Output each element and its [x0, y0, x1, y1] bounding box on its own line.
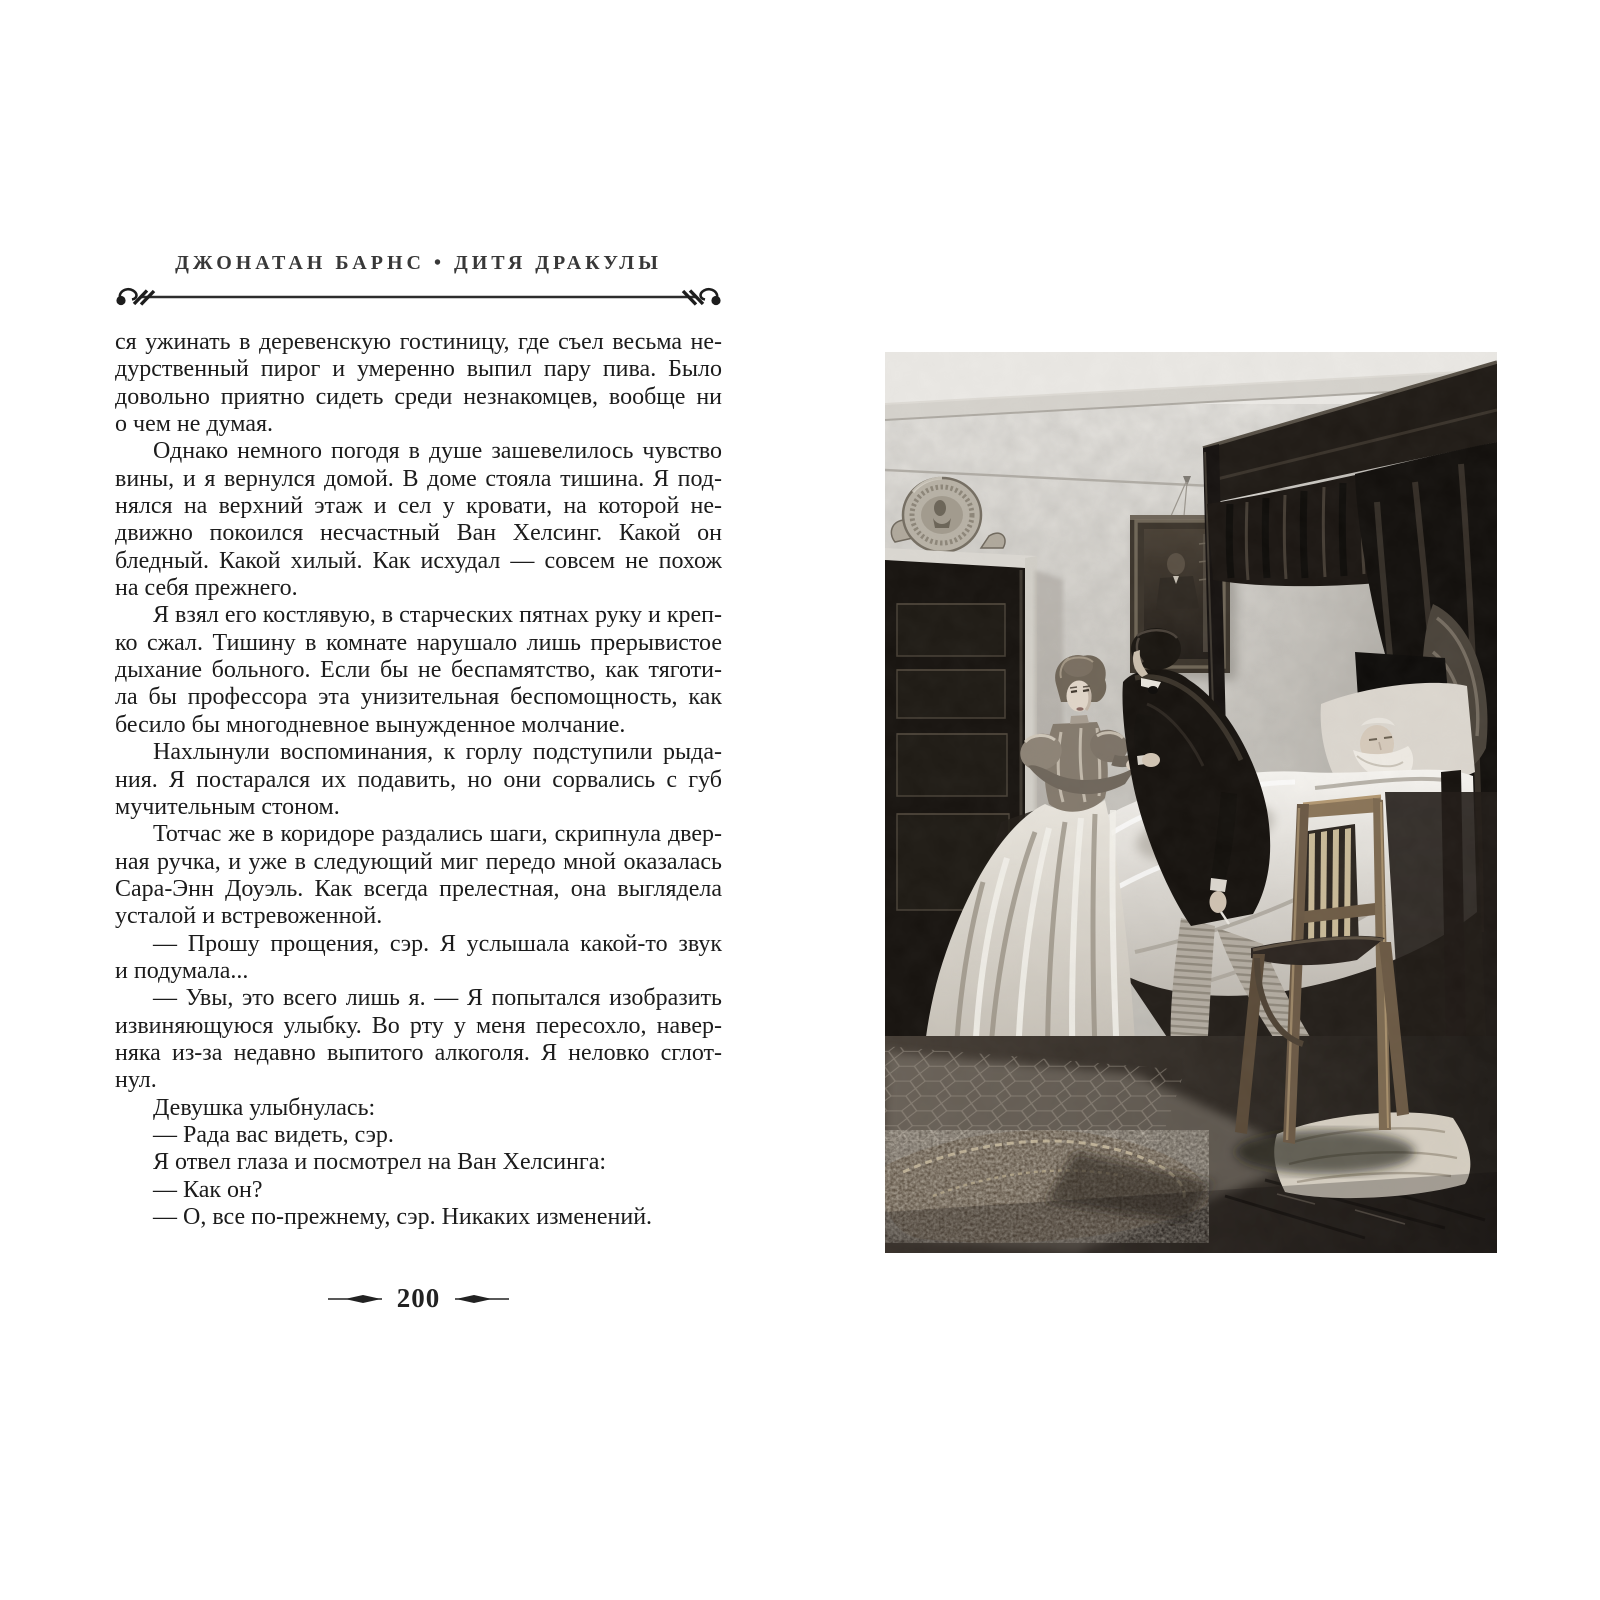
text-line: — О, все по-прежнему, сэр. Никаких изменений. [153, 1204, 653, 1230]
paragraph [115, 1149, 722, 1176]
paragraph [115, 1177, 722, 1204]
text-line: нул. [115, 1067, 157, 1094]
text-line: бледный. Какой хилый. Как исхудал — совсем не похож [115, 547, 722, 574]
footer-ornament-right [453, 1293, 509, 1305]
text-line: — Прошу прощения, сэр. Я услышала какой-то звук [153, 930, 722, 957]
paragraph [115, 1204, 722, 1231]
paragraph [115, 329, 722, 438]
text-line: мучительным стоном. [115, 793, 340, 820]
text-line: дурственный пирог и умеренно выпил пару пива. Было [115, 356, 722, 383]
text-line: Нахлынули воспоминания, к горлу подступили рыда- [153, 739, 722, 766]
text-line: Я взял его костлявую, в старческих пятнах руку и креп- [153, 602, 722, 629]
text-line: ла бы профессора эта унизительная беспомощность, как [115, 684, 722, 711]
text-line: довольно приятно сидеть среди незнакомцев, вообще ни [115, 383, 722, 410]
page-footer [115, 1283, 722, 1314]
paragraph [115, 739, 722, 821]
text-line: ния. Я постарался их подавить, но они сорвались с губ [115, 766, 722, 793]
text-line: движно покоился несчастный Ван Хелсинг. Какой он [115, 520, 722, 547]
text-line: извиняющуюся улыбку. Во рту у меня пересохло, навер- [115, 1012, 722, 1039]
text-line: — Как он? [153, 1176, 263, 1203]
page-number: 200 [396, 1283, 441, 1313]
paragraph [115, 931, 722, 986]
paragraph [115, 1095, 722, 1122]
paragraph [115, 438, 722, 602]
text-line: ная ручка, и уже в следующий миг передо мной оказалась [115, 848, 722, 875]
text-line: Тотчас же в коридоре раздались шаги, скрипнула двер- [153, 821, 722, 848]
text-line: Я отвел глаза и посмотрел на Ван Хелсинга: [153, 1149, 607, 1176]
bedside-illustration [885, 352, 1497, 1253]
text-column [115, 329, 722, 1231]
paragraph [115, 602, 722, 739]
text-line: ко сжал. Тишину в комнате нарушало лишь прерывистое [115, 629, 722, 656]
text-line: ся ужинать в деревенскую гостиницу, где съел весьма не- [115, 329, 722, 355]
text-line: Однако немного погодя в душе зашевелилось чувство [153, 438, 722, 465]
text-line: нялся на верхний этаж и сел у кровати, на которой не- [115, 493, 722, 520]
paragraph [115, 1122, 722, 1149]
text-line: на себя прежнего. [115, 575, 298, 602]
text-line: бесило бы многодневное вынужденное молчание. [115, 711, 626, 738]
divider-scroll-right [683, 289, 721, 305]
text-line: дыхание больного. Если бы не беспамятство, как тяготи- [115, 657, 722, 684]
text-line: вины, и я вернулся домой. В доме стояла тишина. Я под- [115, 465, 722, 492]
footer-ornament-left [328, 1293, 384, 1305]
text-line: — Рада вас видеть, сэр. [153, 1121, 394, 1148]
paragraph [115, 985, 722, 1094]
text-line: Сара-Энн Доуэль. Как всегда прелестная, она выглядела [115, 875, 722, 902]
header-flourish-divider [113, 284, 724, 310]
running-header: ДЖОНАТАН БАРНС • ДИТЯ ДРАКУЛЫ [175, 252, 662, 274]
divider-scroll-left [116, 289, 154, 305]
text-line: усталой и встревоженной. [115, 903, 383, 930]
text-line: — Увы, это всего лишь я. — Я попытался изобразить [153, 985, 722, 1012]
text-line: Девушка улыбнулась: [153, 1094, 376, 1121]
text-line: няка из-за недавно выпитого алкоголя. Я неловко сглот- [115, 1039, 722, 1066]
text-line: о чем не думая. [115, 411, 274, 438]
text-line: и подумала... [115, 957, 249, 984]
paragraph [115, 821, 722, 930]
